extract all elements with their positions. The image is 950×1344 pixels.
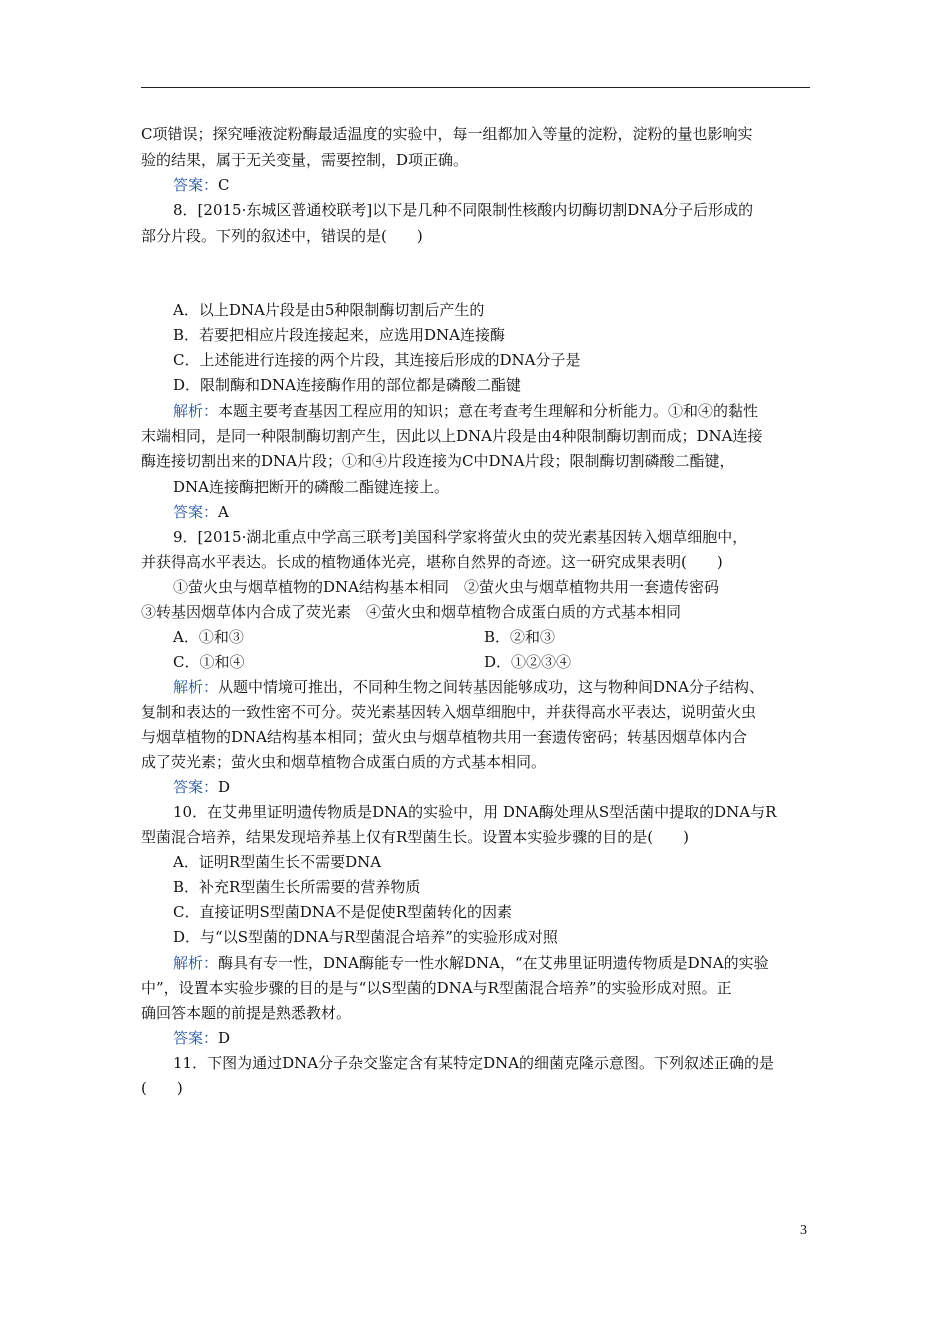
option-b: B．②和③ xyxy=(484,628,556,646)
page-number: 3 xyxy=(800,1223,807,1238)
option-b: B．若要把相应片段连接起来，应选用DNA连接酶 xyxy=(173,326,506,344)
option-b: B．补充R型菌生长所需要的营养物质 xyxy=(173,878,421,896)
question-10-line: 10．在艾弗里证明遗传物质是DNA的实验中，用 DNA酶处理从S型活菌中提取的DNA与R xyxy=(173,803,777,821)
explanation-line xyxy=(173,401,810,421)
option-c: C．直接证明S型菌DNA不是促使R型菌转化的因素 xyxy=(173,903,513,921)
answer-line xyxy=(173,175,810,195)
question-8-line: 8．[2015·东城区普通校联考]以下是几种不同限制性核酸内切酶切割DNA分子后形成的 xyxy=(173,201,754,219)
explanation-text: 从题中情境可推出，不同种生物之间转基因能够成功，这与物种间DNA分子结构、 xyxy=(218,678,765,696)
explanation-line: 确回答本题的前提是熟悉教材。 xyxy=(141,1004,352,1022)
explanation-line: 末端相同，是同一种限制酶切割产生，因此以上DNA片段是由4种限制酶切割而成；DNA连接 xyxy=(141,427,763,445)
explanation-text: 本题主要考查基因工程应用的知识；意在考查考生理解和分析能力。①和④的黏性 xyxy=(218,402,759,420)
option-c: C．上述能进行连接的两个片段，其连接后形成的DNA分子是 xyxy=(173,351,581,369)
explanation-label: 解析： xyxy=(173,402,219,420)
text-line: C项错误；探究唾液淀粉酶最适温度的实验中，每一组都加入等量的淀粉，淀粉的量也影响实 xyxy=(141,125,753,143)
explanation-line: 与烟草植物的DNA结构基本相同；萤火虫与烟草植物共用一套遗传密码；转基因烟草体内合 xyxy=(141,728,747,746)
option-d: D．与“以S型菌的DNA与R型菌混合培养”的实验形成对照 xyxy=(173,928,558,946)
question-9-line: 9．[2015·湖北重点中学高三联考]美国科学家将萤火虫的荧光素基因转入烟草细胞中， xyxy=(173,528,748,546)
option-d: D．限制酶和DNA连接酶作用的部位都是磷酸二酯键 xyxy=(173,376,522,394)
question-11-line: 11．下图为通过DNA分子杂交鉴定含有某特定DNA的细菌克隆示意图。下列叙述正确的是 xyxy=(173,1054,775,1072)
answer-label: 答案： xyxy=(173,176,219,194)
option-d: D．①②③④ xyxy=(484,653,572,671)
header-rule xyxy=(141,87,810,88)
answer-value: A xyxy=(218,503,229,521)
explanation-line: 中”，设置本实验步骤的目的是与“以S型菌的DNA与R型菌混合培养”的实验形成对照。正 xyxy=(141,979,732,997)
question-9-line: 并获得高水平表达。长成的植物通体光亮，堪称自然界的奇迹。这一研究成果表明( ) xyxy=(141,553,723,571)
explanation-label: 解析： xyxy=(173,678,219,696)
answer-value: D xyxy=(218,778,231,796)
answer-value: C xyxy=(218,176,230,194)
statement-line: ③转基因烟草体内合成了荧光素 ④萤火虫和烟草植物合成蛋白质的方式基本相同 xyxy=(141,603,682,621)
explanation-line: 酶连接切割出来的DNA片段；①和④片段连接为C中DNA片段；限制酶切割磷酸二酯键， xyxy=(141,452,735,470)
answer-label: 答案： xyxy=(173,503,219,521)
text-line: 验的结果，属于无关变量，需要控制，D项正确。 xyxy=(141,151,469,169)
explanation-line xyxy=(173,677,810,697)
explanation-line: 成了荧光素；萤火虫和烟草植物合成蛋白质的方式基本相同。 xyxy=(141,753,547,771)
explanation-line xyxy=(173,953,810,973)
explanation-label: 解析： xyxy=(173,954,219,972)
answer-line xyxy=(173,777,810,797)
answer-line xyxy=(173,1028,810,1048)
explanation-line: DNA连接酶把断开的磷酸二酯键连接上。 xyxy=(173,478,449,496)
option-a: A．证明R型菌生长不需要DNA xyxy=(173,853,382,871)
option-a: A．以上DNA片段是由5种限制酶切割后产生的 xyxy=(173,301,485,319)
option-c: C．①和④ xyxy=(173,653,245,671)
statement-line: ①萤火虫与烟草植物的DNA结构基本相同 ②萤火虫与烟草植物共用一套遗传密码 xyxy=(173,578,719,596)
answer-label: 答案： xyxy=(173,778,219,796)
question-10-line: 型菌混合培养，结果发现培养基上仅有R型菌生长。设置本实验步骤的目的是( ) xyxy=(141,828,690,846)
question-8-line: 部分片段。下列的叙述中，错误的是( ) xyxy=(141,227,423,245)
question-11-line: ( ) xyxy=(141,1079,183,1097)
explanation-line: 复制和表达的一致性密不可分。荧光素基因转入烟草细胞中，并获得高水平表达，说明萤火虫 xyxy=(141,703,757,721)
option-a: A．①和③ xyxy=(173,628,244,646)
answer-label: 答案： xyxy=(173,1029,219,1047)
explanation-text: 酶具有专一性，DNA酶能专一性水解DNA，“在艾弗里证明遗传物质是DNA的实验 xyxy=(218,954,769,972)
answer-line xyxy=(173,502,810,522)
answer-value: D xyxy=(218,1029,231,1047)
